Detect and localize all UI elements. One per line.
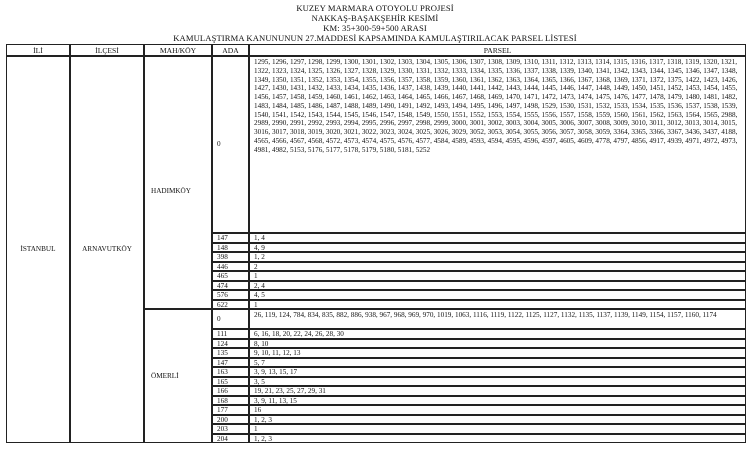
- parsel-cell: 1, 2: [249, 252, 746, 262]
- parsel-cell: 1295, 1296, 1297, 1298, 1299, 1300, 1301, 1302, 1303, 1304, 1305, 1306, 1307, 1308, 1309, 1310, 1311, 1312, 1313, 1314, 1315, 1316, 1317, 1318, 1319, 1320, 1321, 1322, 1323, 1324, 1325, 1326, 1327, 1328, 1329, 1330, 1331, 1332, 1333, 1334, 1335, 1336, 1337, 1338, 1339, 1340, 1341, 1342, 1343, 1344, 1345, 1346, 1347, 1348, 1349, 1350, 1351, 1352, 1353, 1354, 1355, 1356, 1357, 1358, 1359, 1360, 1361, 1362, 1363, 1364, 1365, 1366, 1367, 1368, 1369, 1371, 1372, 1375, 1422, 1423, 1426, 1427, 1430, 1431, 1432, 1433, 1434, 1435, 1436, 1437, 1438, 1439, 1440, 1441, 1442, 1443, 1444, 1445, 1446, 1447, 1448, 1449, 1450, 1451, 1452, 1453, 1454, 1455, 1456, 1457, 1458, 1459, 1460, 1461, 1462, 1463, 1464, 1465, 1466, 1467, 1468, 1469, 1470, 1471, 1472, 1473, 1474, 1475, 1476, 1477, 1478, 1479, 1480, 1481, 1482, 1483, 1484, 1485, 1486, 1487, 1488, 1489, 1490, 1491, 1492, 1493, 1494, 1495, 1496, 1497, 1498, 1529, 1530, 1531, 1532, 1533, 1534, 1535, 1536, 1537, 1538, 1539, 1540, 1541, 1542, 1543, 1544, 1545, 1546, 1547, 1548, 1549, 1550, 1551, 1552, 1553, 1554, 1555, 1556, 1557, 1558, 1559, 1560, 1561, 1562, 1563, 1564, 1565, 2988, 2989, 2990, 2991, 2992, 2993, 2994, 2995, 2996, 2997, 2998, 2999, 3000, 3001, 3002, 3003, 3004, 3005, 3006, 3007, 3008, 3009, 3010, 3011, 3012, 3013, 3014, 3015, 3016, 3017, 3018, 3019, 3020, 3021, 3022, 3023, 3024, 3025, 3026, 3029, 3052, 3053, 3054, 3055, 3056, 3057, 3058, 3059, 3364, 3365, 3366, 3367, 3436, 3437, 4188, 4565, 4566, 4567, 4568, 4572, 4573, 4574, 4575, 4576, 4577, 4584, 4589, 4593, 4594, 4595, 4596, 4597, 4605, 4609, 4778, 4797, 4856, 4917, 4939, 4971, 4972, 4973, 4981, 4982, 5153, 5176, 5177, 5178, 5179, 5180, 5181, 5252: [249, 56, 746, 233]
- km-range: KM: 35+300-59+500 ARASI: [323, 23, 427, 33]
- header-ada: ADA: [212, 44, 249, 56]
- parsel-cell: 5, 7: [249, 358, 746, 368]
- parsel-cell: 4, 9: [249, 243, 746, 253]
- project-title: KUZEY MARMARA OTOYOLU PROJESİ: [296, 3, 454, 13]
- ada-cell: 203: [212, 424, 249, 434]
- ada-cell: 111: [212, 329, 249, 339]
- mahalle-cell: ÖMERLİ: [144, 309, 212, 443]
- parsel-cell: 1, 2, 3: [249, 415, 746, 425]
- mahalle-cell: HADIMKÖY: [144, 56, 212, 309]
- ada-cell: 163: [212, 367, 249, 377]
- header-il: İLİ: [6, 44, 70, 56]
- ada-cell: 0: [212, 56, 249, 233]
- ada-cell: 124: [212, 339, 249, 349]
- parsel-cell: 9, 10, 11, 12, 13: [249, 348, 746, 358]
- parsel-cell: 3, 5: [249, 377, 746, 387]
- ada-cell: 474: [212, 281, 249, 291]
- ada-cell: 204: [212, 434, 249, 444]
- ada-cell: 200: [212, 415, 249, 425]
- ada-cell: 166: [212, 386, 249, 396]
- parsel-cell: 8, 10: [249, 339, 746, 349]
- ada-cell: 147: [212, 233, 249, 243]
- parsel-cell: 3, 9, 11, 13, 15: [249, 396, 746, 406]
- ada-cell: 165: [212, 377, 249, 387]
- section-title: NAKKAŞ-BAŞAKŞEHİR KESİMİ: [311, 13, 439, 23]
- ada-cell: 135: [212, 348, 249, 358]
- ada-cell: 398: [212, 252, 249, 262]
- header-ilce: İLÇESİ: [70, 44, 144, 56]
- header-mahalle: MAH/KÖY: [144, 44, 212, 56]
- parcel-table: [6, 44, 746, 460]
- parsel-cell: 1: [249, 424, 746, 434]
- header-parsel: PARSEL: [249, 44, 746, 56]
- parsel-cell: 1, 4: [249, 233, 746, 243]
- ilce-cell: ARNAVUTKÖY: [70, 56, 144, 443]
- il-cell: İSTANBUL: [6, 56, 70, 443]
- parsel-cell: 16: [249, 405, 746, 415]
- ada-cell: 446: [212, 262, 249, 272]
- ada-cell: 177: [212, 405, 249, 415]
- ada-cell: 147: [212, 358, 249, 368]
- ada-cell: 168: [212, 396, 249, 406]
- ada-cell: 0: [212, 309, 249, 329]
- ada-cell: 465: [212, 271, 249, 281]
- parsel-cell: 1, 2, 3: [249, 434, 746, 444]
- parsel-cell: 26, 119, 124, 784, 834, 835, 882, 886, 938, 967, 968, 969, 970, 1019, 1063, 1116, 1119, 1122, 1125, 1127, 1132, 1135, 1137, 1139, 1149, 1154, 1157, 1160, 1174: [249, 309, 746, 329]
- ada-cell: 622: [212, 300, 249, 310]
- parsel-cell: 3, 9, 13, 15, 17: [249, 367, 746, 377]
- parsel-cell: 6, 16, 18, 20, 22, 24, 26, 28, 30: [249, 329, 746, 339]
- list-title: KAMULAŞTIRMA KANUNUNUN 27.MADDESİ KAPSAMINDA KAMULAŞTIRILACAK PARSEL LİSTESİ: [173, 33, 577, 43]
- parsel-cell: 19, 21, 23, 25, 27, 29, 31: [249, 386, 746, 396]
- ada-cell: 576: [212, 290, 249, 300]
- parsel-cell: 1: [249, 300, 746, 310]
- parsel-cell: 4, 5: [249, 290, 746, 300]
- parsel-cell: 2: [249, 262, 746, 272]
- parsel-cell: 1: [249, 271, 746, 281]
- parsel-cell: 2, 4: [249, 281, 746, 291]
- ada-cell: 148: [212, 243, 249, 253]
